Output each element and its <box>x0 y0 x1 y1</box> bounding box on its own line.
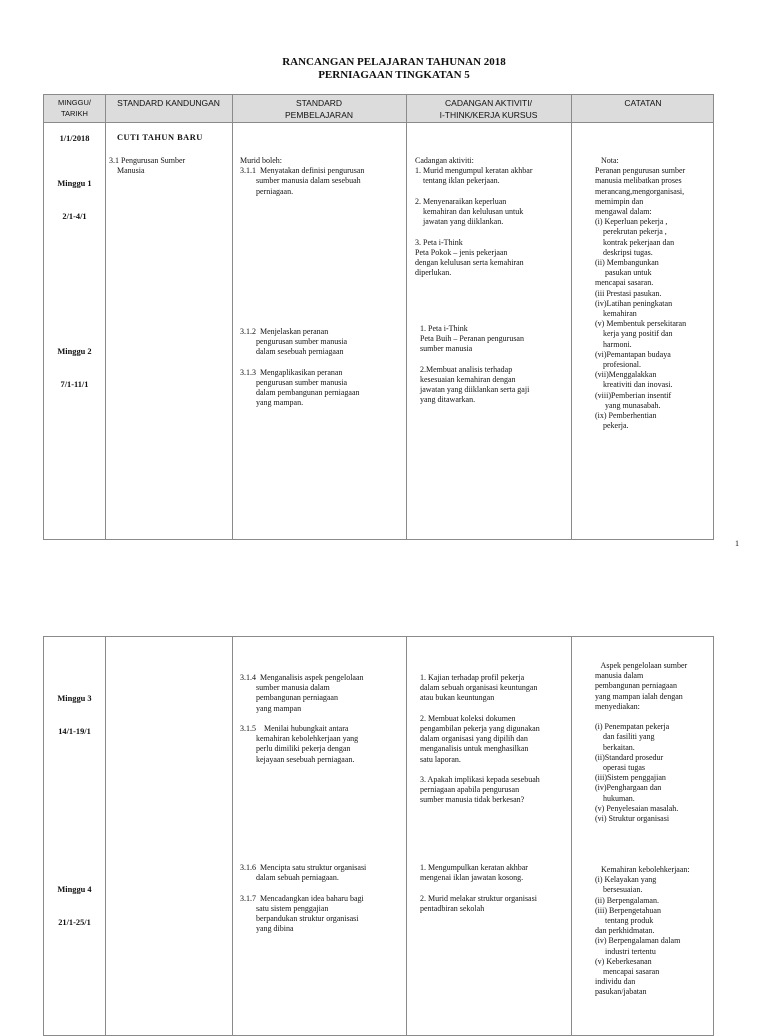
minggu-3 <box>44 671 105 759</box>
document-title <box>0 56 768 82</box>
cadangan-aktiviti-m3: 1. Kajian terhadap profil pekerja dalam sebuah organisasi keuntungan atau bukan keuntungan 2. Membuat koleksi dokumen pengambilan pekerja yang digunakan dalam organisasi yang dipilih dan menganalisis untuk menghasilkan satu laporan. 3. Apakah implikasi kepada sesebuah perniagaan apabila pengurusan sumber manusia tidak berkesan? <box>420 673 540 805</box>
header-cadangan-line1: CADANGAN AKTIVITI/ <box>445 98 532 108</box>
plan-table-page-2 <box>43 636 714 1036</box>
minggu-4-label: Minggu 4 <box>57 885 92 894</box>
catatan-nota-peranan: Nota: Peranan pengurusan sumber manusia melibatkan proses merancang,mengorganisasi, memimpin dan mengawal dalam: (i) Keperluan pekerja , perekrutan pekerja , kontrak pekerjaan dan deskripsi tugas. (ii) Membangunkan pasukan untuk mencapai sasaran. (iii Prestasi pasukan. (iv)Latihan peningkatan kemahiran (v) Membentuk persekitaran kerja yang positif dan harmoni. (vi)Pemantapan budaya profesional. (vii)Menggalakkan kreativiti dan inovasi. (viii)Pemberian insentif yang munasabah. (ix) Pemberhentian pekerja. <box>595 156 687 431</box>
minggu-4-date: 21/1-25/1 <box>58 918 91 927</box>
standard-pembelajaran-m4: 3.1.6 Mencipta satu struktur organisasi dalam sebuah perniagaan. 3.1.7 Mencadangkan idea baharu bagi satu sistem penggajian berpandukan struktur organisasi yang dibina <box>240 863 367 934</box>
cadangan-aktiviti-m2: 1. Peta i-Think Peta Buih – Peranan pengurusan sumber manusia 2.Membuat analisis terhadap kesesuaian kemahiran dengan jawatan yang diiklankan serta gaji yang ditawarkan. <box>420 324 530 405</box>
header-standard-kandungan-text: STANDARD KANDUNGAN <box>117 98 220 108</box>
cadangan-aktiviti-m1: Cadangan aktiviti: 1. Murid mengumpul keratan akhbar tentang iklan pekerjaan. 2. Menyenaraikan keperluan kemahiran dan kelulusan untuk jawatan yang diiklankan. 3. Peta i-Think Peta Pokok – jenis pekerjaan dengan kelulusan serta kemahiran diperlukan. <box>415 156 533 278</box>
minggu-3-label: Minggu 3 <box>57 694 92 703</box>
plan-table-page-1 <box>43 94 714 540</box>
header-catatan <box>571 95 715 122</box>
minggu-2 <box>44 324 105 412</box>
header-cadangan-line2: I-THINK/KERJA KURSUS <box>439 110 538 120</box>
header-standard-pembelajaran <box>232 95 406 122</box>
header-sp-line2: PEMBELAJARAN <box>284 110 354 120</box>
header-minggu-line1: MINGGU/ <box>58 98 91 107</box>
cuti-label: CUTI TAHUN BARU <box>117 133 203 142</box>
title-line-1: RANCANGAN PELAJARAN TAHUNAN 2018 <box>282 56 506 68</box>
header-minggu-line2: TARIKH <box>61 109 88 118</box>
standard-pembelajaran-m2: 3.1.2 Menjelaskan peranan pengurusan sumber manusia dalam sesebuah perniagaan 3.1.3 Mengaplikasikan peranan pengurusan sumber manusia dalam pembangunan perniagaan yang mampan. <box>240 327 360 408</box>
header-standard-kandungan <box>105 95 232 122</box>
cadangan-aktiviti-m4: 1. Mengumpulkan keratan akhbar mengenai iklan jawatan kosong. 2. Murid melakar struktur organisasi pentadbiran sekolah <box>420 863 537 913</box>
minggu-2-label: Minggu 2 <box>57 347 92 356</box>
standard-kandungan-3-1: 3.1 Pengurusan Sumber Manusia <box>109 156 186 176</box>
minggu-1 <box>44 156 105 244</box>
standard-pembelajaran-m1: Murid boleh: 3.1.1 Menyatakan definisi pengurusan sumber manusia dalam sesebuah perniagaan. <box>240 156 365 196</box>
header-cadangan-aktiviti <box>406 95 571 122</box>
page-number: 1 <box>735 539 739 548</box>
catatan-kemahiran-kebolehkerjaan: Kemahiran kebolehkerjaan: (i) Kelayakan yang bersesuaian. (ii) Berpengalaman. (iii) Berpengetahuan tentang produk dan perkhidmatan. (iv) Berpengalaman dalam industri tertentu (v) Keberkesanan mencapai sasaran individu dan pasukan/jabatan <box>595 865 690 997</box>
minggu-3-date: 14/1-19/1 <box>58 727 91 736</box>
minggu-2-date: 7/1-11/1 <box>60 380 89 389</box>
header-sp-line1: STANDARD <box>295 98 343 108</box>
header-minggu <box>44 95 105 122</box>
standard-pembelajaran-m3: 3.1.4 Menganalisis aspek pengelolaan sumber manusia dalam pembangunan perniagaan yang mampan 3.1.5 Menilai hubungkait antara kemahiran kebolehkerjaan yang perlu dimiliki pekerja dengan kejayaan sesebuah perniagaan. <box>240 673 364 764</box>
header-catatan-text: CATATAN <box>624 98 662 108</box>
minggu-1-date: 2/1-4/1 <box>62 212 87 221</box>
minggu-1-label: Minggu 1 <box>57 179 92 188</box>
title-line-2: PERNIAGAAN TINGKATAN 5 <box>318 69 470 81</box>
minggu-4 <box>44 862 105 950</box>
cuti-date: 1/1/2018 <box>59 134 90 143</box>
catatan-aspek-pengelolaan: Aspek pengelolaan sumber manusia dalam pembangunan perniagaan yang mampan ialah dengan menyediakan: (i) Penempatan pekerja dan fasiliti yang berkaitan. (ii)Standard prosedur operasi tugas (iii)Sistem penggajian (iv)Penghargaan dan hukuman. (v) Penyelesaian masalah. (vi) Struktur organisasi <box>595 661 688 824</box>
